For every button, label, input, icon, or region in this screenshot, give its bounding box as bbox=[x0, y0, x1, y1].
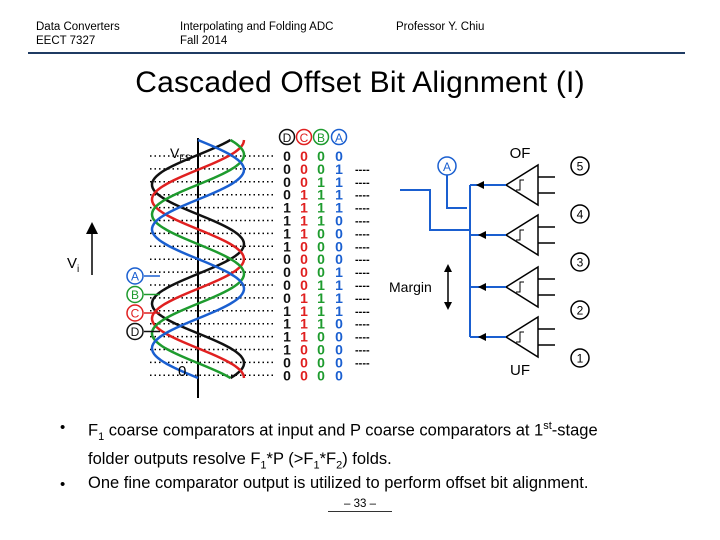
margin-label: Margin bbox=[389, 279, 432, 295]
comparator bbox=[470, 267, 555, 307]
code-bit-d: 1 bbox=[283, 225, 291, 242]
legend-a bbox=[127, 268, 160, 284]
code-bit-b: 0 bbox=[317, 160, 325, 177]
column-header-a bbox=[332, 130, 347, 146]
comparator-number-label: 3 bbox=[576, 255, 584, 270]
code-bit-a: 1 bbox=[335, 302, 343, 319]
code-bit-a: 1 bbox=[335, 160, 343, 177]
code-bit-d: 0 bbox=[283, 277, 291, 293]
code-bit-b: 1 bbox=[317, 277, 325, 293]
comparator-number-2 bbox=[571, 301, 589, 319]
code-bit-b: 1 bbox=[317, 212, 325, 229]
dash-mark: ---- bbox=[355, 254, 370, 267]
output-a-label: A bbox=[442, 160, 452, 174]
dash-mark: ---- bbox=[355, 318, 370, 331]
code-bit-b: 1 bbox=[317, 315, 325, 332]
code-bit-c: 0 bbox=[300, 173, 308, 190]
code-bit-c: 1 bbox=[300, 302, 308, 319]
column-header-label: C bbox=[299, 131, 309, 145]
code-bit-b: 0 bbox=[317, 354, 325, 371]
code-bit-a: 1 bbox=[335, 186, 343, 203]
code-bit-b: 0 bbox=[317, 148, 325, 164]
code-bit-b: 0 bbox=[317, 328, 325, 345]
code-bit-d: 1 bbox=[283, 328, 291, 345]
dash-mark: ---- bbox=[355, 163, 370, 176]
code-bit-d: 0 bbox=[283, 367, 291, 384]
code-bit-c: 1 bbox=[300, 199, 308, 216]
code-bit-d: 1 bbox=[283, 302, 291, 319]
code-bit-a: 0 bbox=[335, 354, 343, 371]
code-bit-b: 0 bbox=[317, 251, 325, 268]
comparator-number-label: 1 bbox=[576, 351, 584, 366]
comparator-stack bbox=[400, 157, 589, 367]
code-bit-a: 0 bbox=[335, 212, 343, 229]
code-bit-d: 1 bbox=[283, 238, 291, 255]
code-bit-d: 1 bbox=[283, 199, 291, 216]
code-bit-c: 1 bbox=[300, 212, 308, 229]
legend-c bbox=[127, 305, 160, 321]
legend-label: B bbox=[130, 288, 140, 302]
comparator-number-label: 4 bbox=[576, 207, 584, 222]
dash-mark: ---- bbox=[355, 331, 370, 344]
code-bit-a: 0 bbox=[335, 225, 343, 242]
dash-mark: ---- bbox=[355, 189, 370, 202]
slide-title: Cascaded Offset Bit Alignment (I) bbox=[135, 66, 585, 99]
column-header-d bbox=[280, 130, 295, 146]
code-bit-b: 1 bbox=[317, 199, 325, 216]
code-bit-a: 1 bbox=[335, 264, 343, 281]
comparator bbox=[470, 165, 555, 205]
vi-label: $V_i$ bbox=[67, 255, 80, 275]
code-bit-a: 1 bbox=[335, 199, 343, 216]
dash-mark: ---- bbox=[355, 202, 370, 215]
column-header-b bbox=[314, 130, 329, 146]
code-bit-b: 1 bbox=[317, 173, 325, 190]
code-bit-b: 0 bbox=[317, 367, 325, 384]
code-bit-d: 0 bbox=[283, 264, 291, 281]
code-bit-c: 0 bbox=[300, 264, 308, 281]
code-bit-d: 0 bbox=[283, 148, 291, 164]
legend-label: C bbox=[130, 306, 140, 321]
code-bit-b: 0 bbox=[317, 264, 325, 281]
code-bit-a: 0 bbox=[335, 251, 343, 268]
code-bit-c: 1 bbox=[300, 186, 308, 203]
code-bit-d: 0 bbox=[283, 186, 291, 203]
comparator-number-label: 2 bbox=[576, 303, 584, 318]
comparator-number-5 bbox=[571, 157, 589, 175]
vfs-label: $V_{FS}$ bbox=[170, 145, 191, 163]
code-bit-d: 1 bbox=[283, 315, 291, 332]
dash-mark: ---- bbox=[355, 228, 370, 241]
code-bit-b: 0 bbox=[317, 238, 325, 255]
thermometer-code-table bbox=[280, 130, 370, 384]
bullet-1-line-2: folder outputs resolve $F_1*P$ $(>F_1*F_2)$ folds. bbox=[88, 449, 392, 472]
bullet-text-1 bbox=[88, 415, 688, 476]
column-header-label: D bbox=[282, 131, 292, 145]
code-bit-c: 0 bbox=[300, 277, 308, 293]
code-bit-c: 0 bbox=[300, 367, 308, 384]
page-number: – 33 – bbox=[344, 498, 376, 510]
code-bit-a: 0 bbox=[335, 238, 343, 255]
uf-label: UF bbox=[510, 362, 530, 379]
code-bit-d: 0 bbox=[283, 354, 291, 371]
dash-mark: ---- bbox=[355, 344, 370, 357]
code-bit-a: 0 bbox=[335, 315, 343, 332]
dash-mark: ---- bbox=[355, 215, 370, 228]
comparator-number-1 bbox=[571, 349, 589, 367]
code-bit-b: 0 bbox=[317, 341, 325, 358]
output-a-wire bbox=[447, 175, 467, 208]
column-header-label: B bbox=[316, 131, 326, 145]
code-bit-d: 0 bbox=[283, 160, 291, 177]
code-bit-c: 0 bbox=[300, 341, 308, 358]
code-bit-c: 0 bbox=[300, 160, 308, 177]
bullet-text-2: One fine comparator output is utilized to perform offset bit alignment. bbox=[88, 474, 589, 492]
code-bit-d: 0 bbox=[283, 251, 291, 268]
code-bit-c: 0 bbox=[300, 251, 308, 268]
dash-mark: ---- bbox=[355, 305, 370, 318]
comparator-number-4 bbox=[571, 205, 589, 223]
code-bit-d: 1 bbox=[283, 341, 291, 358]
topic-name: Interpolating and Folding ADC bbox=[180, 21, 334, 33]
of-label: OF bbox=[509, 145, 531, 162]
dash-mark: ---- bbox=[355, 176, 370, 189]
column-header-c bbox=[297, 130, 312, 146]
code-bit-d: 0 bbox=[283, 289, 291, 306]
code-bit-c: 1 bbox=[300, 289, 308, 306]
author: Professor Y. Chiu bbox=[396, 21, 485, 33]
bullet-mark-1: • bbox=[60, 419, 66, 436]
code-bit-b: 1 bbox=[317, 289, 325, 306]
code-bit-c: 1 bbox=[300, 225, 308, 242]
code-bit-a: 0 bbox=[335, 367, 343, 384]
column-header-label: A bbox=[334, 131, 344, 145]
code-bit-a: 0 bbox=[335, 328, 343, 345]
code-bit-c: 0 bbox=[300, 354, 308, 371]
bullet-mark-2: • bbox=[60, 476, 66, 493]
comparator bbox=[470, 215, 555, 255]
code-bit-c: 1 bbox=[300, 315, 308, 332]
code-bit-c: 1 bbox=[300, 328, 308, 345]
legend-label: D bbox=[130, 325, 140, 339]
code-bit-a: 0 bbox=[335, 341, 343, 358]
dash-mark: ---- bbox=[355, 280, 370, 292]
course-code: EECT 7327 bbox=[36, 35, 96, 47]
comparator-circuit bbox=[389, 145, 589, 379]
code-bit-b: 0 bbox=[317, 225, 325, 242]
code-bit-d: 1 bbox=[283, 212, 291, 229]
code-bit-b: 1 bbox=[317, 302, 325, 319]
comparator-number-label: 5 bbox=[576, 159, 584, 174]
dash-mark: ---- bbox=[355, 241, 370, 254]
bullet-1-line-1: $F_1$ coarse comparators at input and P coarse comparators at 1st-stage bbox=[88, 420, 598, 443]
comparator-number-3 bbox=[571, 253, 589, 271]
footer-rule bbox=[328, 511, 392, 512]
code-bit-a: 1 bbox=[335, 277, 343, 293]
dash-mark: ---- bbox=[355, 357, 370, 370]
code-bit-b: 1 bbox=[317, 186, 325, 203]
zero-label: 0 bbox=[178, 363, 187, 380]
code-bit-a: 0 bbox=[335, 148, 343, 164]
code-bit-a: 1 bbox=[335, 173, 343, 190]
signal-legend bbox=[127, 268, 160, 340]
legend-label: A bbox=[130, 269, 140, 284]
code-bit-a: 1 bbox=[335, 289, 343, 306]
dash-mark: ---- bbox=[355, 292, 370, 305]
code-bit-d: 0 bbox=[283, 173, 291, 190]
code-bit-c: 0 bbox=[300, 148, 308, 164]
term: Fall 2014 bbox=[180, 35, 228, 47]
comparator bbox=[470, 317, 555, 357]
legend-b bbox=[127, 287, 160, 303]
course-name: Data Converters bbox=[36, 21, 120, 33]
code-bit-c: 0 bbox=[300, 238, 308, 255]
dash-mark: ---- bbox=[355, 267, 370, 280]
